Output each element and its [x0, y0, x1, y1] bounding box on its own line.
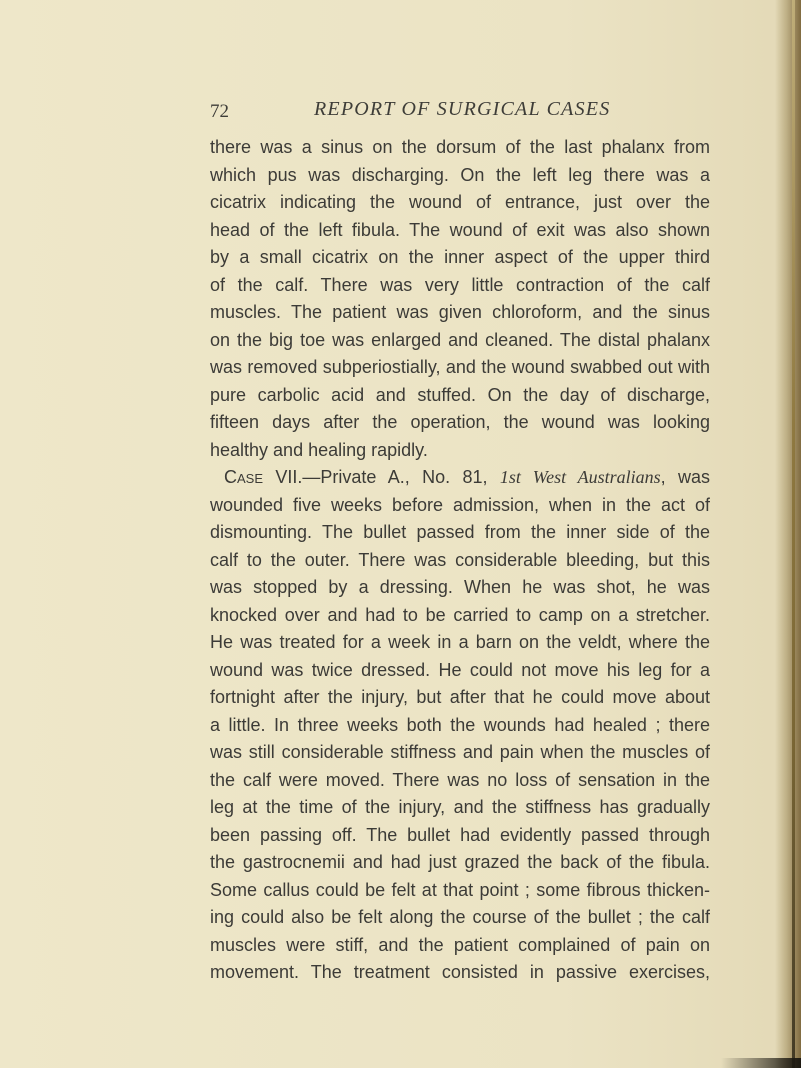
text-line: was still considerable stiffness and pain when the muscles of: [210, 742, 710, 762]
text-line: which pus was discharging. On the left leg there was a: [210, 164, 710, 185]
text-line: by a small cicatrix on the inner aspect of the upper third: [210, 247, 710, 267]
text-line: there was a sinus on the dorsum of the last phalanx from: [210, 137, 710, 157]
text-line: fifteen days after the operation, the wound was looking: [210, 412, 710, 432]
text-line: knocked over and had to be carried to camp on a stretcher.: [210, 604, 710, 625]
running-title: REPORT OF SURGICAL CASES: [314, 98, 611, 120]
text-line: Some callus could be felt at that point ; some fibrous thicken-: [210, 879, 710, 900]
text-line: fortnight after the injury, but after that he could move about: [210, 687, 710, 707]
case-heading-line: [210, 464, 710, 492]
case-line-text: —Private A., No. 81,: [302, 467, 500, 487]
text-line: movement. The treatment consisted in passive exercises,: [210, 962, 710, 982]
text-line: pure carbolic acid and stuffed. On the day of discharge,: [210, 384, 710, 405]
text-line: muscles were stiff, and the patient complained of pain on: [210, 934, 710, 955]
text-line: on the big toe was enlarged and cleaned. The distal phalanx: [210, 329, 710, 350]
text-line: wounded five weeks before admission, when in the act of: [210, 494, 710, 515]
text-line: dismounting. The bullet passed from the inner side of the: [210, 522, 710, 542]
binding-edge: [792, 0, 795, 1068]
text-line: head of the left fibula. The wound of exit was also shown: [210, 219, 710, 240]
text-line: ing could also be felt along the course of the bullet ; the calf: [210, 907, 710, 927]
text-line: wound was twice dressed. He could not move his leg for a: [210, 659, 710, 680]
running-head: [210, 98, 710, 126]
page-number: 72: [210, 101, 229, 122]
text-line: was removed subperiostially, and the wound swabbed out with: [210, 357, 710, 377]
text-line: healthy and healing rapidly.: [210, 439, 428, 460]
case-line-text-end: , was: [660, 467, 710, 487]
body-text: [210, 134, 710, 987]
page-edge-shadow: [775, 0, 801, 1068]
text-line: muscles. The patient was given chloroform, and the sinus: [210, 302, 710, 322]
text-line: the gastrocnemii and had just grazed the back of the fibula.: [210, 852, 710, 872]
case-heading: Case VII.: [224, 467, 303, 487]
text-line: been passing off. The bullet had evidently passed through: [210, 824, 710, 845]
text-line: calf to the outer. There was considerable bleeding, but this: [210, 549, 710, 570]
text-line: a little. In three weeks both the wounds had healed ; there: [210, 714, 710, 735]
text-line: the calf were moved. There was no loss of sensation in the: [210, 769, 710, 790]
regiment-name: 1st West Australians: [499, 467, 661, 487]
text-line: of the calf. There was very little contraction of the calf: [210, 274, 710, 295]
text-line: He was treated for a week in a barn on the veldt, where the: [210, 632, 710, 652]
text-line: cicatrix indicating the wound of entrance, just over the: [210, 192, 710, 212]
page-corner-shadow: [721, 1058, 801, 1068]
text-line: leg at the time of the injury, and the stiffness has gradually: [210, 797, 710, 817]
text-line: was stopped by a dressing. When he was shot, he was: [210, 577, 710, 597]
